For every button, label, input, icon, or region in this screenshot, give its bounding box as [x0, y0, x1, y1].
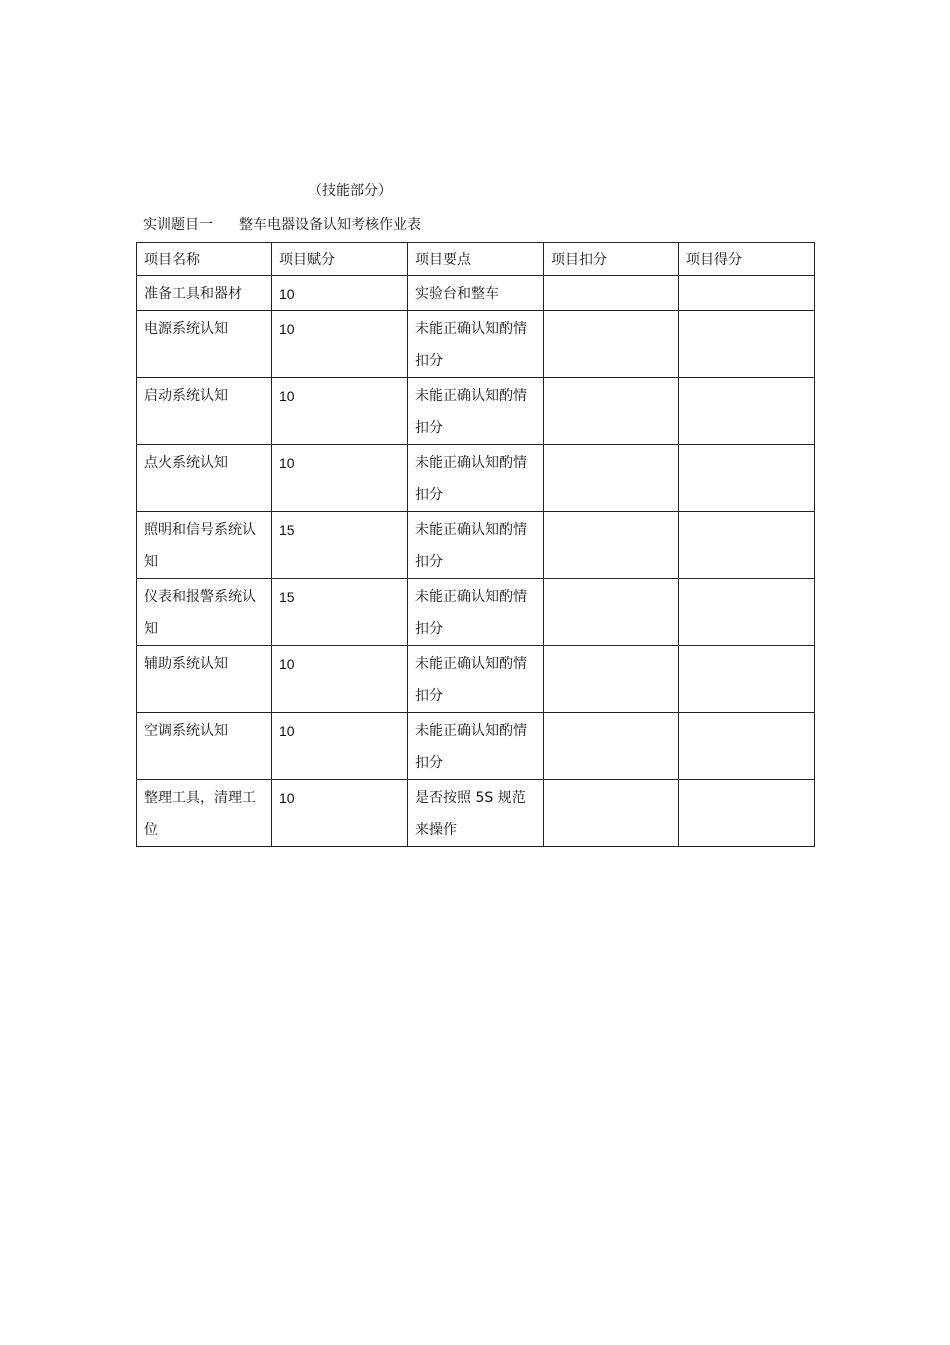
cell-deduct — [544, 512, 679, 579]
task-title: 整车电器设备认知考核作业表 — [239, 217, 421, 233]
cell-score: 10 — [272, 713, 408, 780]
table-row — [137, 276, 815, 311]
cell-deduct — [544, 579, 679, 646]
cell-name: 点火系统认知 — [137, 445, 272, 512]
section-subtitle: （技能部分） — [308, 183, 392, 199]
cell-score: 15 — [272, 512, 408, 579]
cell-score: 15 — [272, 579, 408, 646]
cell-score: 10 — [272, 646, 408, 713]
header-item-score: 项目赋分 — [272, 243, 408, 276]
cell-point: 是否按照 5S 规范来操作 — [408, 780, 544, 847]
cell-score: 10 — [272, 445, 408, 512]
cell-point: 未能正确认知酌情扣分 — [408, 311, 544, 378]
cell-got — [679, 311, 815, 378]
cell-got — [679, 713, 815, 780]
table-row — [137, 378, 815, 445]
cell-point: 未能正确认知酌情扣分 — [408, 713, 544, 780]
table-row — [137, 646, 815, 713]
table-row — [137, 445, 815, 512]
cell-point: 未能正确认知酌情扣分 — [408, 646, 544, 713]
table-header-row — [137, 243, 815, 276]
cell-got — [679, 646, 815, 713]
cell-got — [679, 445, 815, 512]
cell-point: 实验台和整车 — [408, 276, 544, 311]
table-row — [137, 311, 815, 378]
cell-point: 未能正确认知酌情扣分 — [408, 445, 544, 512]
cell-score: 10 — [272, 780, 408, 847]
cell-deduct — [544, 646, 679, 713]
cell-score: 10 — [272, 378, 408, 445]
table-row — [137, 579, 815, 646]
cell-name: 准备工具和器材 — [137, 276, 272, 311]
header-item-got: 项目得分 — [679, 243, 815, 276]
cell-score: 10 — [272, 276, 408, 311]
cell-point: 未能正确认知酌情扣分 — [408, 512, 544, 579]
cell-point: 未能正确认知酌情扣分 — [408, 579, 544, 646]
cell-deduct — [544, 445, 679, 512]
cell-deduct — [544, 780, 679, 847]
cell-got — [679, 512, 815, 579]
cell-deduct — [544, 276, 679, 311]
task-heading — [143, 215, 421, 235]
cell-score: 10 — [272, 311, 408, 378]
cell-deduct — [544, 713, 679, 780]
cell-got — [679, 579, 815, 646]
cell-point: 未能正确认知酌情扣分 — [408, 378, 544, 445]
cell-deduct — [544, 378, 679, 445]
cell-got — [679, 780, 815, 847]
cell-name: 整理工具，清理工位 — [137, 780, 272, 847]
table-row — [137, 713, 815, 780]
cell-got — [679, 378, 815, 445]
cell-name: 启动系统认知 — [137, 378, 272, 445]
assessment-table — [136, 242, 815, 847]
cell-name: 辅助系统认知 — [137, 646, 272, 713]
cell-deduct — [544, 311, 679, 378]
cell-name: 空调系统认知 — [137, 713, 272, 780]
header-item-point: 项目要点 — [408, 243, 544, 276]
cell-got — [679, 276, 815, 311]
task-label: 实训题目一 — [143, 217, 213, 233]
cell-name: 照明和信号系统认知 — [137, 512, 272, 579]
cell-name: 电源系统认知 — [137, 311, 272, 378]
cell-name: 仪表和报警系统认知 — [137, 579, 272, 646]
table-row — [137, 780, 815, 847]
header-item-deduct: 项目扣分 — [544, 243, 679, 276]
header-item-name: 项目名称 — [137, 243, 272, 276]
table-row — [137, 512, 815, 579]
